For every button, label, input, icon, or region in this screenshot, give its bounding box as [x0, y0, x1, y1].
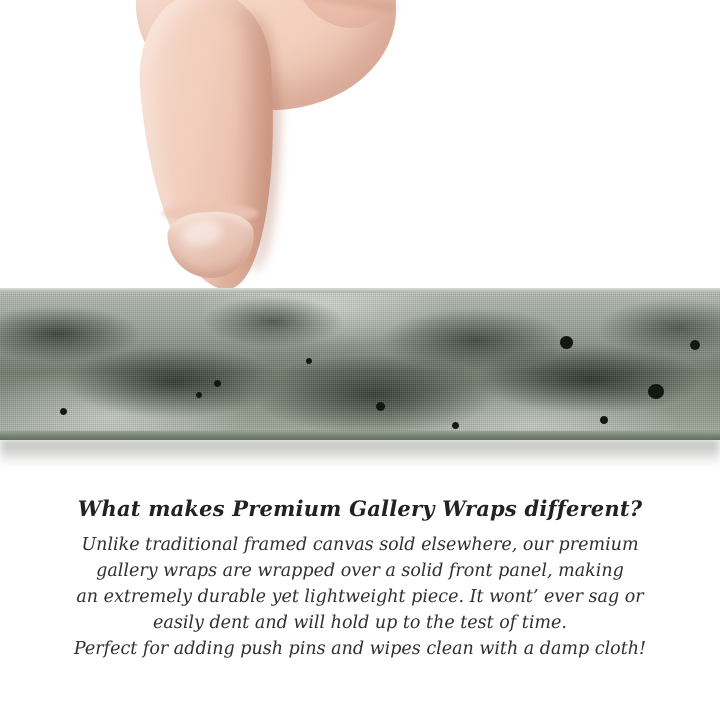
hand-illustration	[96, 0, 416, 300]
caption-title: What makes Premium Gallery Wraps different?	[77, 496, 643, 521]
canvas-edge-strip	[0, 288, 720, 440]
canvas-speck	[214, 380, 221, 387]
canvas-top-edge	[0, 288, 720, 293]
caption-line: Perfect for adding push pins and wipes clean with a damp cloth!	[73, 639, 647, 659]
caption-line: an extremely durable yet lightweight piece. It wont’ ever sag or	[76, 587, 644, 607]
canvas-speck	[306, 358, 312, 364]
canvas-speck	[690, 340, 700, 350]
caption-line: Unlike traditional framed canvas sold elsewhere, our premium	[81, 535, 639, 555]
canvas-bottom-edge	[0, 431, 720, 440]
canvas-weave-pattern	[0, 288, 720, 440]
caption-line: gallery wraps are wrapped over a solid front panel, making	[96, 561, 624, 581]
canvas-speck	[452, 422, 459, 429]
caption-block	[0, 496, 720, 662]
canvas-drop-shadow	[0, 440, 720, 466]
canvas-speck	[60, 408, 67, 415]
canvas-speck	[648, 384, 664, 399]
canvas-speck	[376, 402, 385, 411]
canvas-speck	[196, 392, 202, 398]
canvas-speck	[560, 336, 573, 349]
canvas-speck	[600, 416, 608, 424]
caption-line: easily dent and will hold up to the test of time.	[153, 613, 567, 633]
